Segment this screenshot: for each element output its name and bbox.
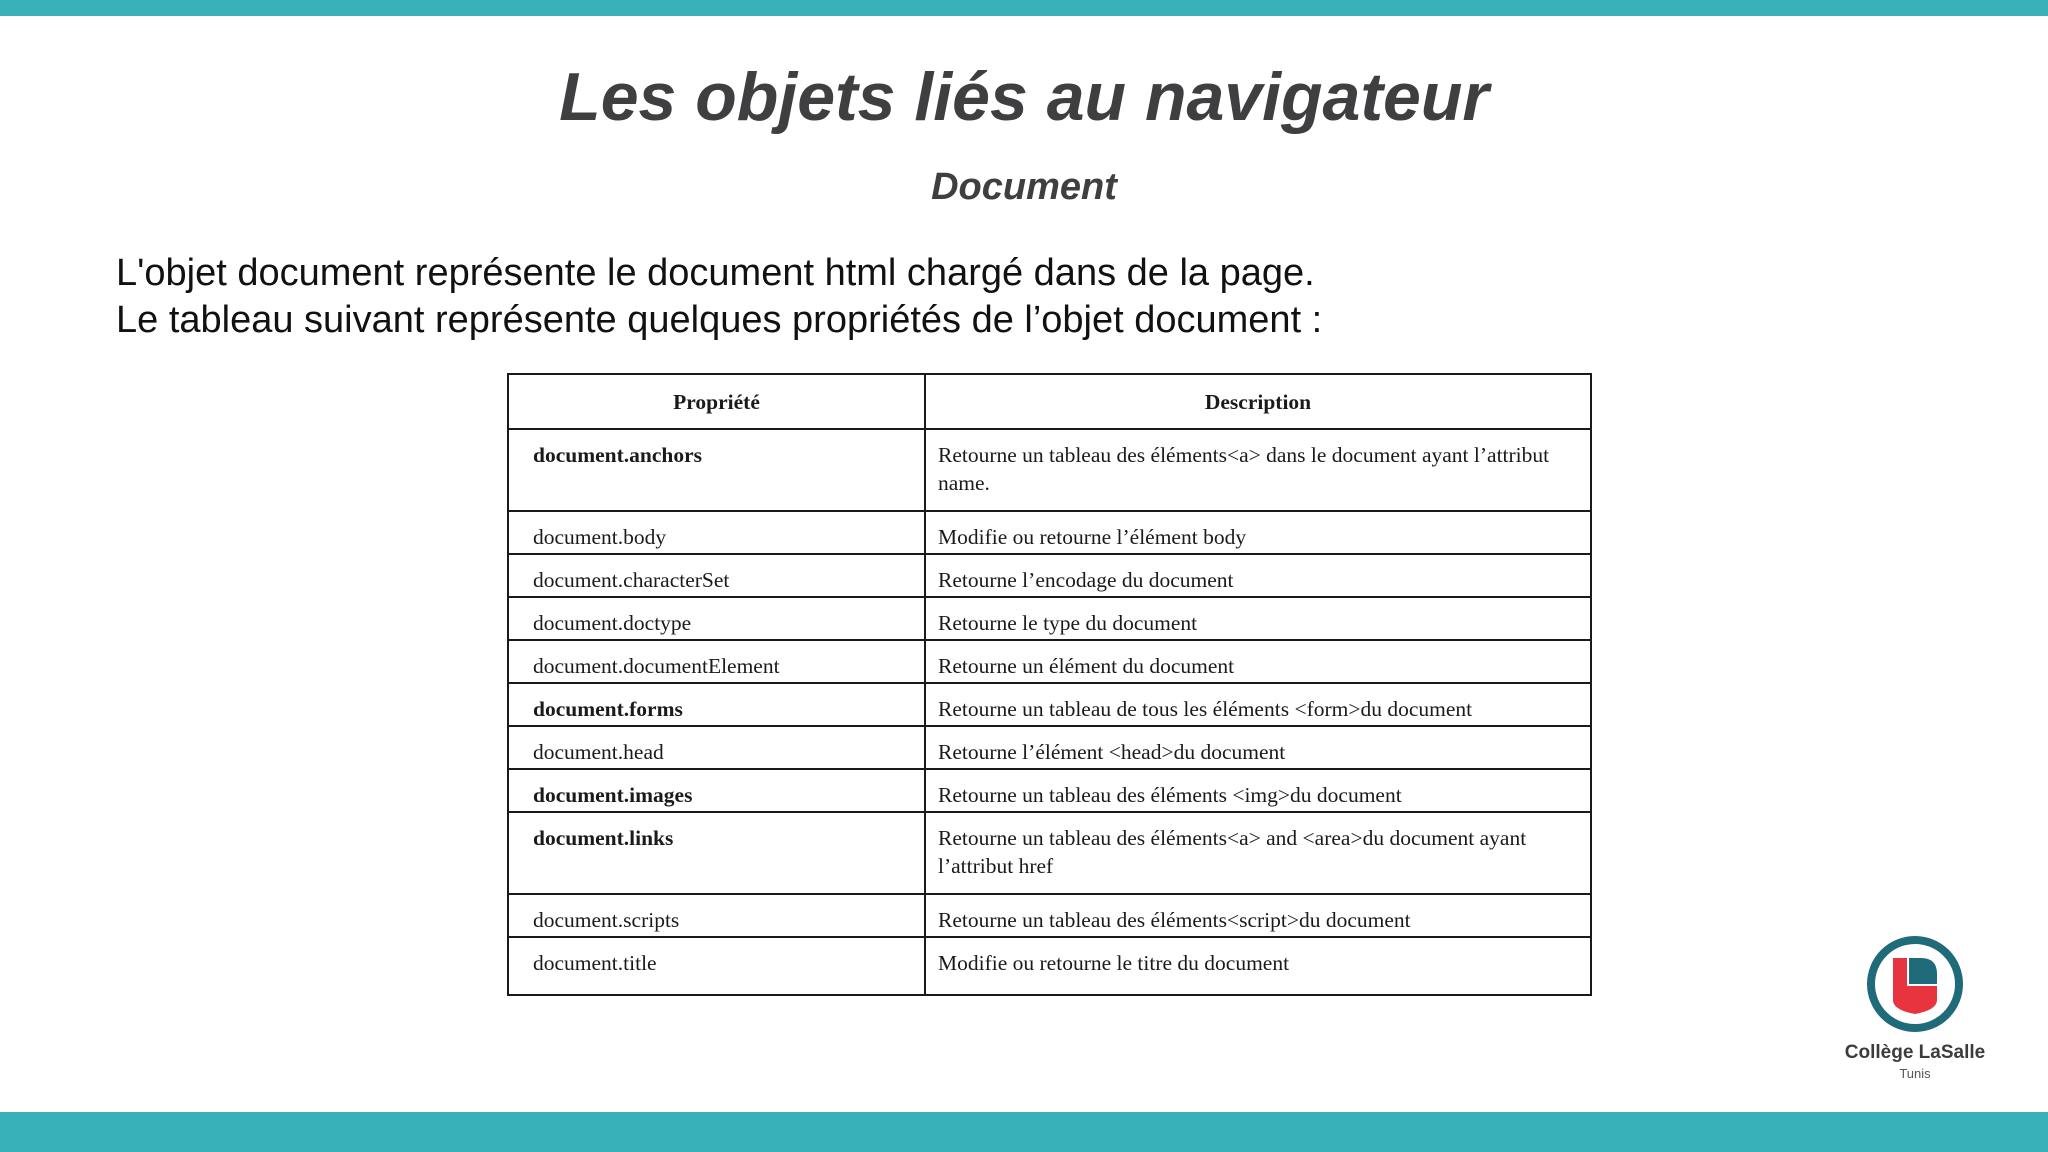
property-cell: document.title (508, 937, 925, 995)
description-cell: Retourne un tableau de tous les éléments <form>du document (925, 683, 1591, 726)
property-cell: document.characterSet (508, 554, 925, 597)
property-cell: document.body (508, 511, 925, 554)
description-cell: Retourne l’encodage du document (925, 554, 1591, 597)
slide-title: Les objets liés au navigateur (559, 59, 1489, 135)
property-cell: document.scripts (508, 894, 925, 937)
table-row (508, 597, 1591, 640)
property-cell: document.links (508, 812, 925, 894)
college-lasalle-logo (1840, 934, 1990, 1086)
property-cell: document.images (508, 769, 925, 812)
properties-table (507, 373, 1592, 996)
table-row (508, 554, 1591, 597)
table-row (508, 640, 1591, 683)
table-row (508, 937, 1591, 995)
logo-city-text: Tunis (1899, 1066, 1931, 1081)
table-row (508, 894, 1591, 937)
table-row (508, 429, 1591, 511)
intro-line-1: L'objet document représente le document html chargé dans de la page. (116, 252, 1315, 294)
property-cell: document.anchors (508, 429, 925, 511)
top-accent-band (0, 0, 2048, 16)
description-cell: Retourne un tableau des éléments<script>du document (925, 894, 1591, 937)
description-cell: Retourne un tableau des éléments<a> and <area>du document ayant l’attribut href (925, 812, 1591, 894)
slide-subtitle: Document (931, 166, 1117, 208)
description-cell: Modifie ou retourne le titre du document (925, 937, 1591, 995)
description-cell: Retourne un élément du document (925, 640, 1591, 683)
header-property: Propriété (508, 374, 925, 429)
table-row (508, 812, 1591, 894)
intro-line-2: Le tableau suivant représente quelques propriétés de l’objet document : (116, 299, 1323, 341)
description-cell: Retourne un tableau des éléments<a> dans le document ayant l’attribut name. (925, 429, 1591, 511)
table-row (508, 769, 1591, 812)
intro-text (116, 250, 1616, 344)
table-row (508, 683, 1591, 726)
bottom-accent-band (0, 1112, 2048, 1152)
lasalle-emblem-icon (1865, 934, 1965, 1034)
description-cell: Retourne un tableau des éléments <img>du document (925, 769, 1591, 812)
table-header-row (508, 374, 1591, 429)
property-cell: document.doctype (508, 597, 925, 640)
table-row (508, 726, 1591, 769)
logo-name-text: Collège LaSalle (1844, 1042, 1986, 1063)
property-cell: document.documentElement (508, 640, 925, 683)
header-description: Description (925, 374, 1591, 429)
property-cell: document.forms (508, 683, 925, 726)
description-cell: Retourne l’élément <head>du document (925, 726, 1591, 769)
property-cell: document.head (508, 726, 925, 769)
table-row (508, 511, 1591, 554)
description-cell: Retourne le type du document (925, 597, 1591, 640)
description-cell: Modifie ou retourne l’élément body (925, 511, 1591, 554)
